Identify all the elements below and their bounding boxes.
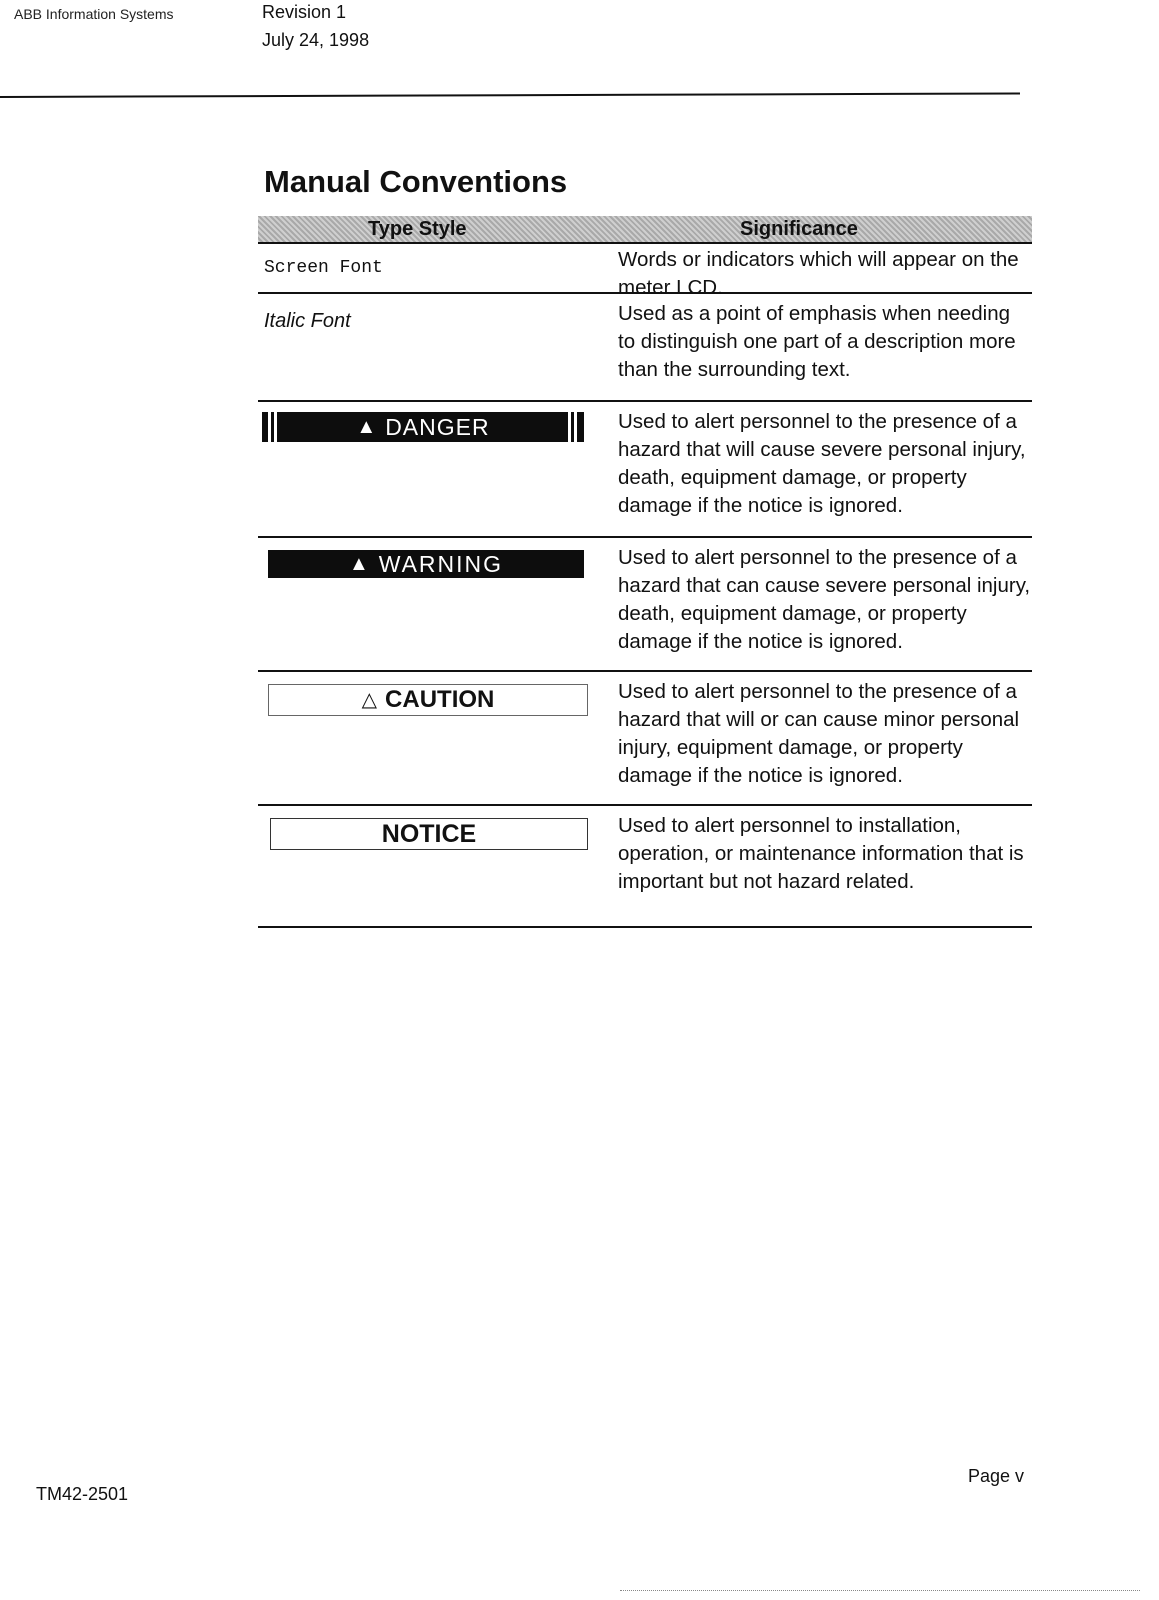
table-header <box>258 216 1032 244</box>
table-row <box>258 246 1032 299</box>
danger-label <box>262 412 584 442</box>
significance-cell: Used as a point of emphasis when needing to distinguish one part of a description more than the surrounding text. <box>618 302 1016 381</box>
company-name: ABB Information Systems <box>14 6 174 22</box>
table-row <box>258 678 1032 806</box>
significance-cell: Used to alert personnel to the presence of a hazard that can cause severe personal injury, death, equipment damage, or property damage if the notice is ignored. <box>618 546 1031 653</box>
warning-triangle-filled-icon: ▲ <box>356 416 378 438</box>
table-row <box>258 544 1032 672</box>
header-significance: Significance <box>740 218 858 240</box>
table-row <box>258 812 1032 928</box>
revision-date: July 24, 1998 <box>262 30 370 50</box>
danger-left-bars <box>268 412 282 442</box>
conventions-table <box>258 216 1032 893</box>
warning-triangle-filled-icon: ▲ <box>348 553 371 575</box>
danger-right-bars <box>568 412 582 442</box>
table-row <box>258 408 1032 538</box>
page-number: Page v <box>968 1466 1025 1486</box>
revision-label: Revision 1 <box>262 2 347 22</box>
italic-font-sample: Italic Font <box>264 310 351 332</box>
scan-artifact-line <box>620 1590 1140 1592</box>
table-row <box>258 300 1032 402</box>
caution-label <box>268 684 588 716</box>
significance-cell: Used to alert personnel to the presence of a hazard that will cause severe personal injury, death, equipment damage, or property damage if the notice is ignored. <box>618 410 1026 517</box>
revision-block <box>262 0 369 54</box>
danger-text: DANGER <box>385 413 490 440</box>
screen-font-sample: Screen Font <box>264 258 383 278</box>
document-number: TM42-2501 <box>36 1484 129 1504</box>
warning-triangle-outline-icon: △ <box>361 689 378 711</box>
notice-label <box>270 818 588 850</box>
caution-text: CAUTION <box>385 686 495 713</box>
significance-cell: Used to alert personnel to the presence of a hazard that will or can cause minor personal injury, equipment damage, or property damage if the notice is ignored. <box>618 680 1020 787</box>
warning-label <box>268 550 584 578</box>
notice-text: NOTICE <box>381 819 477 848</box>
significance-cell: Words or indicators which will appear on the meter LCD. <box>618 248 1019 299</box>
page-title: Manual Conventions <box>264 164 568 199</box>
warning-text: WARNING <box>378 550 504 577</box>
header-divider <box>0 92 1020 98</box>
significance-cell: Used to alert personnel to installation, operation, or maintenance information that is important but not hazard related. <box>618 814 1024 893</box>
header-type-style: Type Style <box>368 218 467 240</box>
